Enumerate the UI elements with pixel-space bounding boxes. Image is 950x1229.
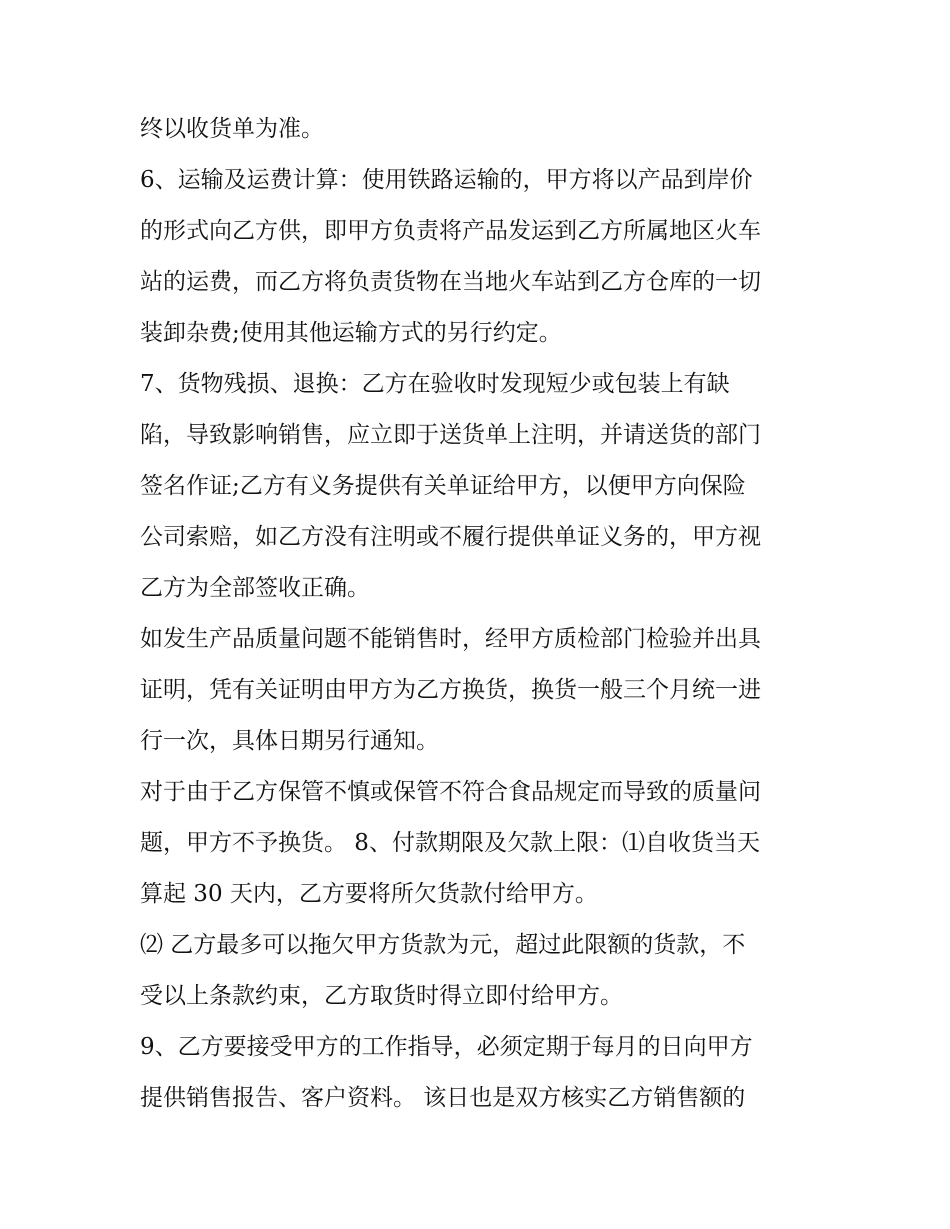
text-line: ⑵ 乙方最多可以拖欠甲方货款为元，超过此限额的货款，不 [140,932,746,958]
text-line: 行一次，具体日期另行通知。 [140,728,439,754]
text-line: 受以上条款约束，乙方取货时得立即付给甲方。 [140,983,623,1009]
text-line: 算起 30 天内，乙方要将所欠货款付给甲方。 [140,881,598,907]
text-line: 提供销售报告、客户资料。 该日也是双方核实乙方销售额的 [140,1085,746,1111]
text-line: 6、运输及运费计算：使用铁路运输的，甲方将以产品到岸价 [140,167,753,193]
text-line: 签名作证;乙方有义务提供有关单证给甲方，以便甲方向保险 [140,473,746,499]
text-line: 如发生产品质量问题不能销售时，经甲方质检部门检验并出具 [140,626,761,652]
document-body [140,104,820,1124]
text-line: 的形式向乙方供，即甲方负责将产品发运到乙方所属地区火车 [140,218,761,244]
text-line: 装卸杂费;使用其他运输方式的另行约定。 [140,320,562,346]
text-line: 证明，凭有关证明由甲方为乙方换货，换货一般三个月统一进 [140,677,761,703]
text-line: 7、货物残损、退换：乙方在验收时发现短少或包装上有缺 [140,371,730,397]
text-line: 公司索赔，如乙方没有注明或不履行提供单证义务的，甲方视 [140,524,761,550]
text-line: 乙方为全部签收正确。 [140,575,370,601]
text-line: 陷，导致影响销售，应立即于送货单上注明，并请送货的部门 [140,422,761,448]
text-line: 题，甲方不予换货。 8、付款期限及欠款上限：⑴自收货当天 [140,830,760,856]
text-line: 对于由于乙方保管不慎或保管不符合食品规定而导致的质量问 [140,779,761,805]
text-line: 9、乙方要接受甲方的工作指导，必须定期于每月的日向甲方 [140,1034,753,1060]
text-line: 终以收货单为准。 [140,116,324,142]
text-line: 站的运费，而乙方将负责货物在当地火车站到乙方仓库的一切 [140,269,761,295]
